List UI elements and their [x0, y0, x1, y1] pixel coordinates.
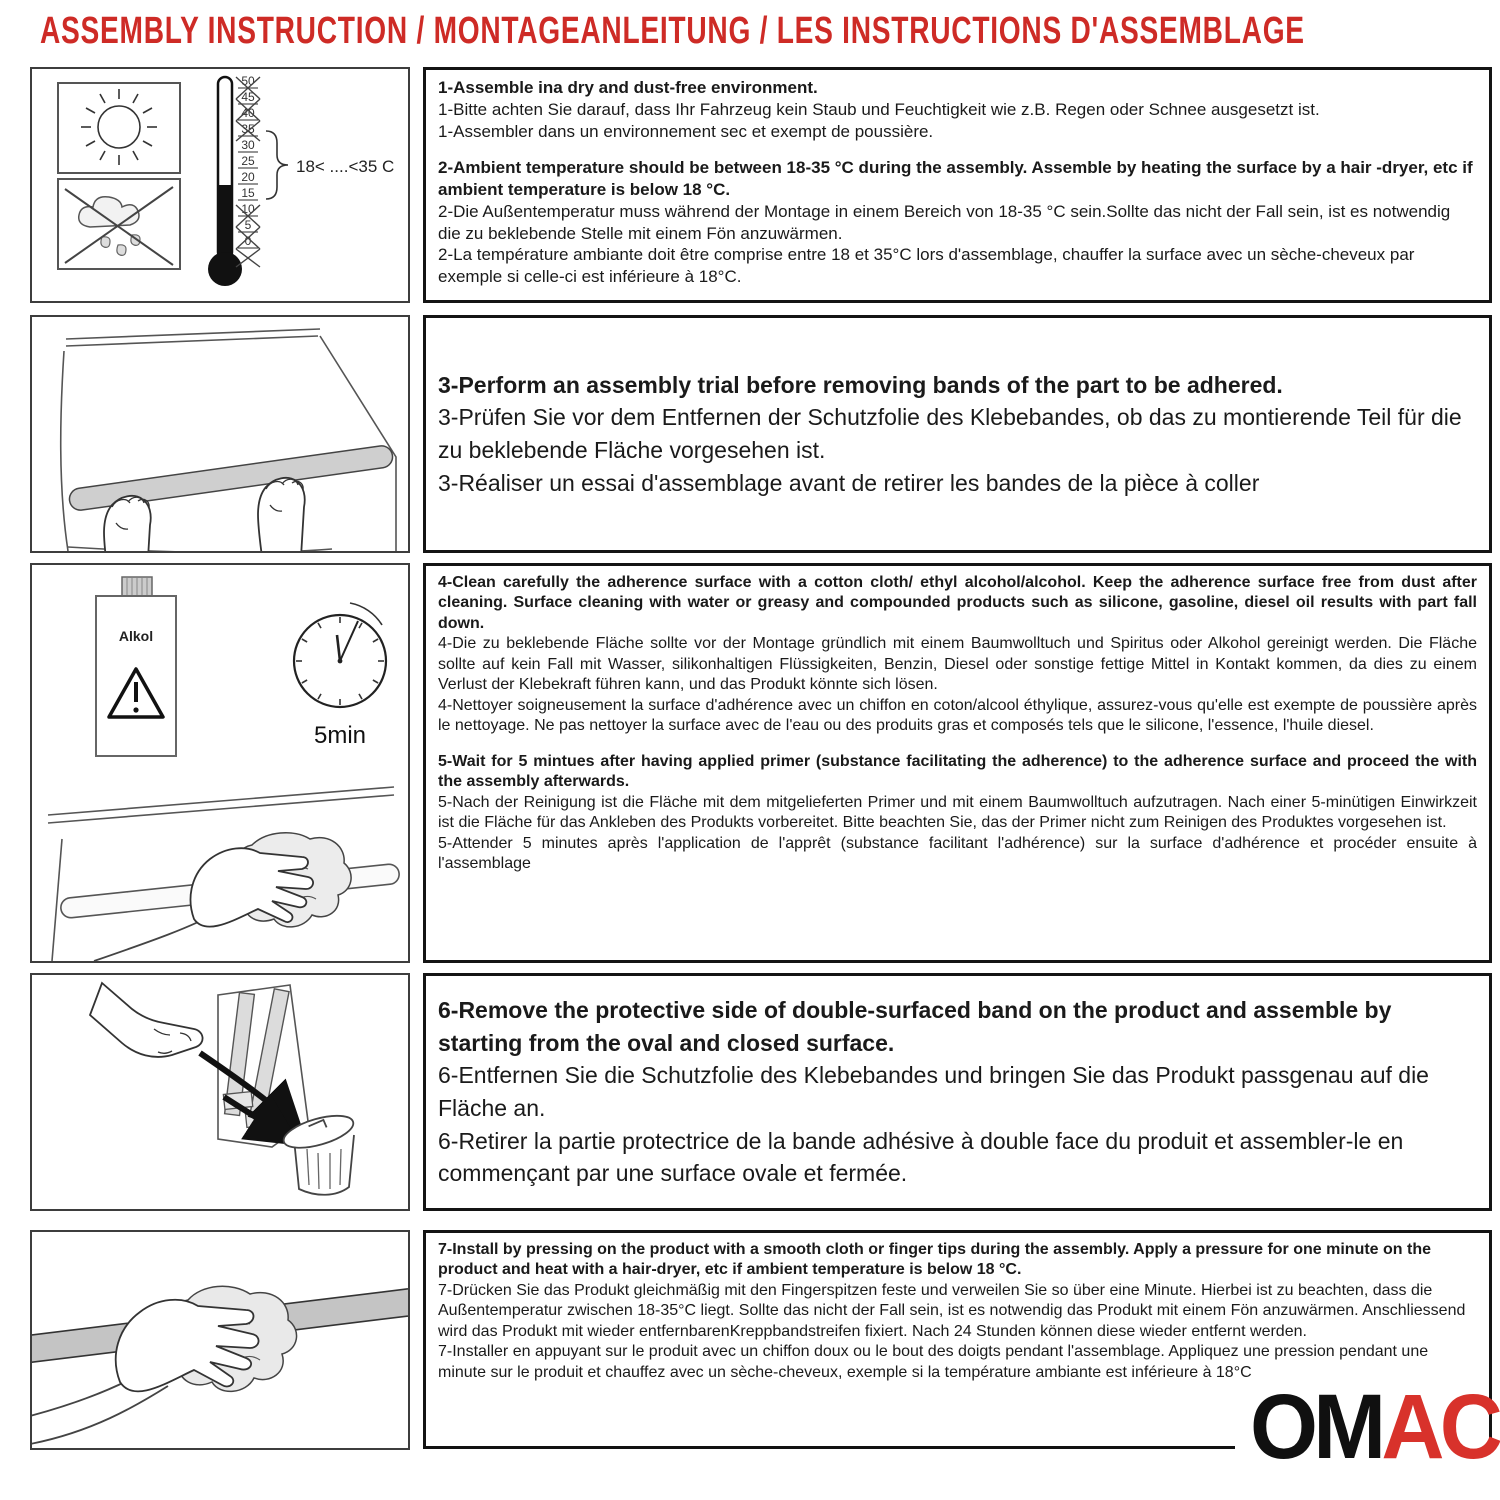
instruction-text: 2-Ambient temperature should be between 18-35 °C during the assembly. Assemble by heating the surface by a hair -dryer, etc if ambient temperature is below 18 °C.: [438, 158, 1473, 199]
instruction-text: 2-Die Außentemperatur muss während der Montage in einem Bereich von 18-35 °C sein.Sollte das nicht der Fall sein, ist es notwendig die zu beklebende Stelle mit einem Fön anzuwärmen.: [438, 201, 1451, 243]
instructions-step-1-2: [423, 67, 1492, 303]
figure-press-install: [30, 1230, 410, 1450]
instruction-text: 5-Wait for 5 mintues after having applied primer (substance facilitating the adherence) to the adherence surface and proceed the with the assembly afterwards.: [438, 752, 1477, 791]
instruction-text: 5-Nach der Reinigung ist die Fläche mit dem mitgelieferten Primer und mit einem Baumwolltuch aufzutragen. Nach einer 5-minütigen Einwirkzeit ist die Fläche für das Ankleben des Produkts vorbereitet. Bitte beachten Sie, das der Primer nicht zum Reinigen des Produktes vorgesehen ist.: [438, 793, 1477, 832]
alcohol-bottle-icon: [96, 577, 176, 756]
sun-icon: [58, 83, 180, 173]
svg-text:20: 20: [241, 170, 255, 184]
svg-text:45: 45: [241, 90, 255, 104]
no-rain-icon: [58, 179, 180, 269]
temperature-range-label: 18< ....<35 C: [296, 157, 395, 176]
remove-band-illustration: [32, 975, 408, 1209]
clock-icon: [294, 603, 386, 749]
clean-surface-illustration: [32, 565, 408, 961]
footer-divider: [423, 1446, 1235, 1449]
brand-logo-red-part: AC: [1381, 1376, 1498, 1478]
right-hand-icon: [258, 478, 305, 551]
instruction-text: 4-Die zu beklebende Fläche sollte vor der Montage gründlich mit einem Baumwolltuch und Spiritus oder Alkohol gereinigt werden. Die Fläche sollte auf kein Fall mit Wasser, silikonhaltigen Flüssigkeiten, Benzin, Diesel oder sonstige fettige Mittel in Kontakt kommen, da dies zu einem Verlust der Klebekraft führen kann, und das Produkt könnte sich lösen.: [438, 635, 1477, 694]
svg-text:40: 40: [241, 106, 255, 120]
brand-logo: [1249, 1376, 1498, 1478]
instruction-text: 1-Assemble ina dry and dust-free environment.: [438, 78, 818, 97]
svg-text:15: 15: [241, 186, 255, 200]
instruction-text: 3-Prüfen Sie vor dem Entfernen der Schutzfolie des Klebebandes, ob das zu montierende Teil für die zu beklebende Fläche vorgesehen ist.: [438, 404, 1462, 463]
brand-logo-black-part: OM: [1249, 1376, 1382, 1478]
instruction-text: 7-Installer en appuyant sur le produit avec un chiffon doux ou le bout des doigts pendant l'assemblage. Appliquez une pression pendant une minute sur le produit et chauffez avec un sèche-cheveux, exemple si la température ambiante est inférieure à 18°C: [438, 1343, 1429, 1381]
svg-text:35: 35: [241, 122, 255, 136]
figure-assembly-trial: [30, 315, 410, 553]
instructions-step-4-5: [423, 563, 1492, 963]
instruction-text: 4-Clean carefully the adherence surface with a cotton cloth/ ethyl alcohol/alcohol. Keep the adherence surface free from dust after cleaning. Surface cleaning with water or greasy and compounded products such as silicone, gasoline, diesel oil results with part fall down.: [438, 574, 1477, 632]
instructions-step-3: [423, 315, 1492, 553]
bottle-label: Alkol: [118, 628, 154, 644]
instruction-text: 6-Retirer la partie protectrice de la bande adhésive à double face du produit et assembler-le en commençant par une surface ovale et fermée.: [438, 1127, 1404, 1187]
instruction-text: 1-Bitte achten Sie darauf, dass Ihr Fahrzeug kein Staub und Feuchtigkeit wie z.B. Regen oder Schnee ausgesetzt ist.: [438, 99, 1320, 119]
instruction-text: 1-Assembler dans un environnement sec et exempt de poussière.: [438, 121, 934, 141]
peeling-hand-icon: [90, 983, 203, 1057]
svg-text:50: 50: [241, 74, 255, 88]
instructions-step-6: [423, 973, 1492, 1211]
instruction-text: 4-Nettoyer soigneusement la surface d'adhérence avec un chiffon en coton/alcool éthylique, assurez-vous qu'elle est exempte de poussière après le nettoyage. Ne pas nettoyer la surface avec de l'eau ou des produits gras et composés tels que le silicone, l'essence, l'huile diesel.: [438, 696, 1477, 735]
instruction-text: 6-Entfernen Sie die Schutzfolie des Klebebandes und bringen Sie das Produkt passgenau auf die Fläche an.: [438, 1062, 1429, 1121]
svg-text:0: 0: [244, 234, 252, 248]
instruction-text: 2-La température ambiante doit être comprise entre 18 et 35°C lors d'assemblage, chauffer la surface avec un sèche-cheveux par exemple si celle-ci est inférieure à 18°C.: [438, 245, 1415, 286]
svg-text:5: 5: [244, 218, 252, 232]
pressing-hand-with-cloth: [32, 1286, 297, 1444]
clock-duration-label: 5min: [313, 722, 367, 749]
instruction-text: 3-Perform an assembly trial before removing bands of the part to be adhered.: [438, 371, 1283, 398]
instruction-text: 6-Remove the protective side of double-surfaced band on the product and assemble by starting from the oval and closed surface.: [438, 997, 1392, 1056]
figure-clean-surface: [30, 563, 410, 963]
figure-environment-temperature: [30, 67, 410, 303]
svg-text:25: 25: [241, 154, 255, 168]
instruction-text: 7-Drücken Sie das Produkt gleichmäßig mit den Fingerspitzen feste und verweilen Sie so über eine Minute. Hierbei ist zu beachten, dass die Außentemperatur zwischen 18-35°C liegt. Sollte das nicht der Fall sein, ist es notwendig das Produkt mit einem Fön anzuwärmen. Anschliessend wird das Produkt mit wieder entfernbarenKreppbandstreifen fixiert. Nach 24 Stunden können diese wieder entfernt werden.: [438, 1281, 1466, 1340]
instruction-text: 3-Réaliser un essai d'assemblage avant de retirer les bandes de la pièce à coller: [438, 469, 1260, 496]
range-brace: [266, 131, 288, 199]
svg-text:30: 30: [241, 138, 255, 152]
press-install-illustration: [32, 1232, 408, 1448]
assembly-trial-illustration: [32, 317, 408, 551]
thermometer-icon: [208, 74, 394, 286]
environment-temperature-illustration: [32, 69, 408, 301]
instruction-text: 7-Install by pressing on the product with a smooth cloth or finger tips during the assembly. Apply a pressure for one minute on the product and heat with a hair-dryer, etc if ambient temperature is below 18 °C.: [438, 1241, 1431, 1279]
figure-remove-band: [30, 973, 410, 1211]
instruction-text: 5-Attender 5 minutes après l'application de l'apprêt (substance facilitant l'adhérence) sur la surface d'adhérence et procéder ensuite à l'assemblage: [438, 834, 1477, 873]
svg-text:10: 10: [241, 202, 255, 216]
page-title: ASSEMBLY INSTRUCTION / MONTAGEANLEITUNG / LES INSTRUCTIONS D'ASSEMBLAGE: [40, 10, 1305, 52]
